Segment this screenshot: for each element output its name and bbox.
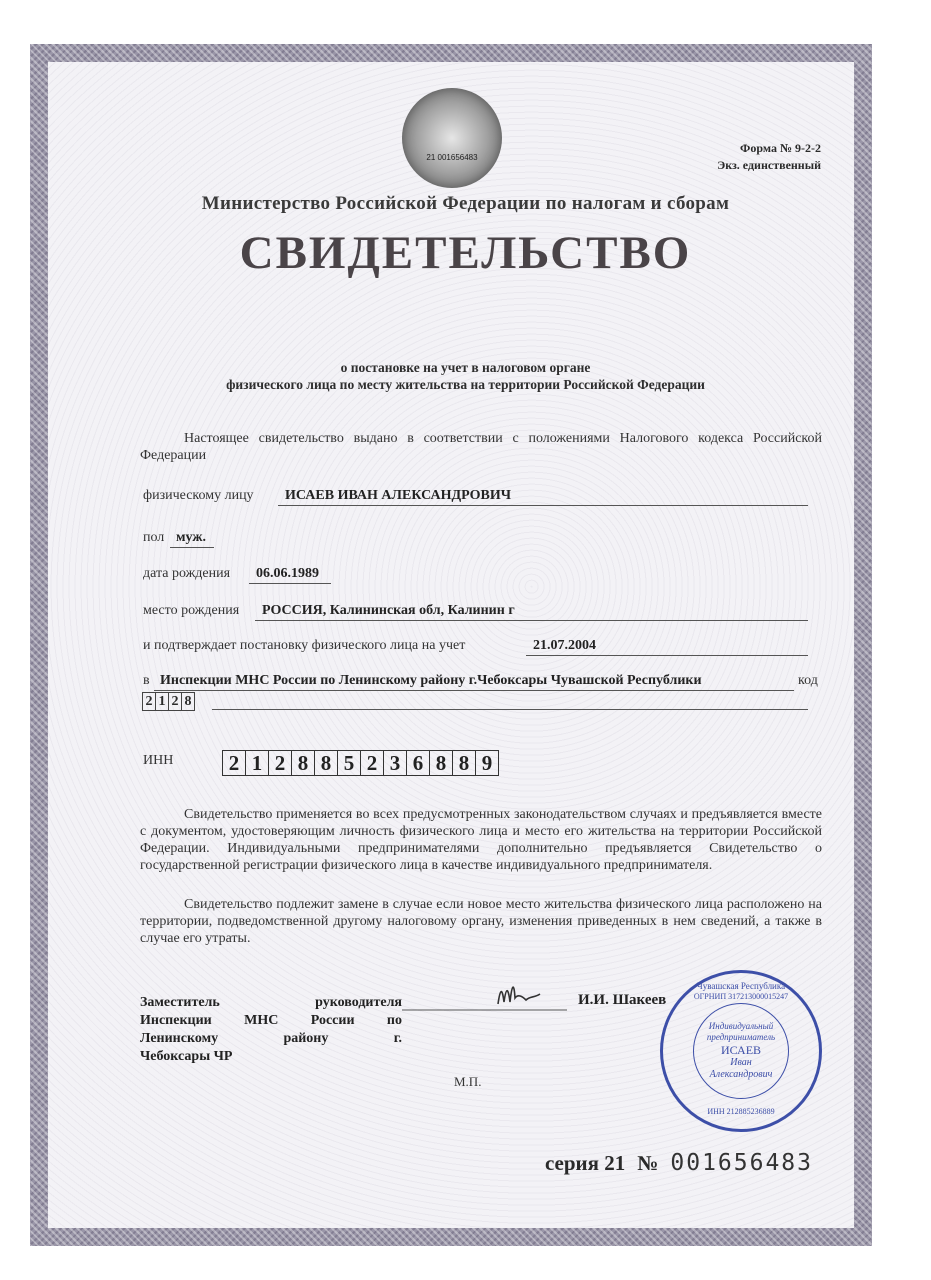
stamp-line-4: Иван xyxy=(730,1057,752,1068)
inn-digit: 1 xyxy=(246,750,269,776)
stamp-inn: ИНН 212885236889 xyxy=(707,1107,775,1116)
inspection-underline xyxy=(154,690,794,691)
birth-date-label: дата рождения xyxy=(143,566,231,581)
intro-paragraph: Настоящее свидетельство выдано в соответствии с положениями Налогового кодекса Российской Федерации xyxy=(140,431,822,463)
hologram-number: 21 001656483 xyxy=(426,153,478,162)
inn-digit: 9 xyxy=(476,750,499,776)
sex-value: муж. xyxy=(176,530,207,545)
person-value: ИСАЕВ ИВАН АЛЕКСАНДРОВИЧ xyxy=(285,488,512,503)
signer-name: И.И. Шакеев xyxy=(578,992,667,1008)
inn-digit: 2 xyxy=(223,750,246,776)
person-underline xyxy=(278,505,808,506)
sex-label: пол xyxy=(143,530,165,545)
usage-paragraph: Свидетельство применяется во всех предусмотренных законодательством случаях и предъявляется вместе с документом, удостоверяющим личность физического лица и место его жительства на территории Российской Федерации. Индивидуальными предпринимателями дополнительно предъявляется Свидетельство о государственной регистрации физического лица в качестве индивидуального предпринимателя. xyxy=(140,807,822,873)
inn-label: ИНН xyxy=(143,753,174,768)
birth-date-underline xyxy=(249,583,331,584)
entrepreneur-stamp xyxy=(660,970,822,1132)
registration-underline xyxy=(526,655,808,656)
inn-digit: 8 xyxy=(430,750,453,776)
birth-place-underline xyxy=(255,620,808,621)
replacement-paragraph: Свидетельство подлежит замене в случае если новое место жительства физического лица расположено на территории, подведомственной другому налоговому органу, изменения приведенных в нем сведений, а также в случае его утраты. xyxy=(140,897,822,946)
stamp-ogrnip: ОГРНИП 317213000015247 xyxy=(693,992,789,1001)
subtitle-line-2: физического лица по месту жительства на территории Российской Федерации xyxy=(226,377,705,392)
inn-digit: 8 xyxy=(315,750,338,776)
series-number: 001656483 xyxy=(670,1150,813,1176)
series-block xyxy=(545,1150,813,1176)
registration-date: 21.07.2004 xyxy=(533,638,596,653)
inn-digit: 5 xyxy=(338,750,361,776)
stamp-ring-text: Чувашская Республика xyxy=(696,981,786,991)
form-number-block xyxy=(717,140,821,174)
handwritten-signature xyxy=(402,976,572,1016)
signer-position-1: Заместитель руководителя xyxy=(140,995,402,1010)
inn-digit: 2 xyxy=(269,750,292,776)
inn-digit: 8 xyxy=(292,750,315,776)
stamp-line-3: ИСАЕВ xyxy=(720,1043,762,1057)
code-digit: 2 xyxy=(143,692,156,711)
series-label: серия 21 xyxy=(544,1151,626,1175)
hologram-seal xyxy=(402,88,502,188)
document-title: СВИДЕТЕЛЬСТВО xyxy=(239,227,692,279)
subtitle-line-1: о постановке на учет в налоговом органе xyxy=(340,360,591,375)
inn-digit: 6 xyxy=(407,750,430,776)
registration-label: и подтверждает постановку физического лица на учет xyxy=(143,638,466,653)
form-number: Форма № 9-2-2 xyxy=(740,141,821,155)
birth-place-value: РОССИЯ, Калининская обл, Калинин г xyxy=(262,603,515,618)
stamp-line-1: Индивидуальный xyxy=(708,1021,774,1031)
seal-place: М.П. xyxy=(454,1074,482,1089)
code-digit: 1 xyxy=(156,692,169,711)
ministry-name: Министерство Российской Федерации по налогам и сборам xyxy=(201,193,730,214)
code-digit: 2 xyxy=(169,692,182,711)
signer-position-4: Чебоксары ЧР xyxy=(140,1049,233,1064)
inn-digit: 3 xyxy=(384,750,407,776)
code-label: код xyxy=(798,673,818,688)
inn-cells xyxy=(222,750,499,776)
birth-place-label: место рождения xyxy=(143,603,240,618)
stamp-line-5: Александрович xyxy=(709,1069,773,1080)
person-label: физическому лицу xyxy=(143,488,254,503)
copy-note: Экз. единственный xyxy=(717,158,821,172)
inspection-value: Инспекции МНС России по Ленинскому району г.Чебоксары Чувашской Республики xyxy=(160,673,702,688)
inspection-prefix: в xyxy=(143,673,150,688)
inn-digit: 2 xyxy=(361,750,384,776)
inn-digit: 8 xyxy=(453,750,476,776)
code-digit: 8 xyxy=(182,692,195,711)
signer-position-2: Инспекции МНС России по xyxy=(140,1013,402,1028)
number-sign: № xyxy=(637,1151,659,1175)
code-underline xyxy=(212,709,808,710)
signer-position-3: Ленинскому району г. xyxy=(140,1031,402,1046)
sex-underline xyxy=(170,547,214,548)
code-cells xyxy=(142,692,195,711)
birth-date-value: 06.06.1989 xyxy=(256,566,319,581)
stamp-line-2: предприниматель xyxy=(706,1032,776,1042)
